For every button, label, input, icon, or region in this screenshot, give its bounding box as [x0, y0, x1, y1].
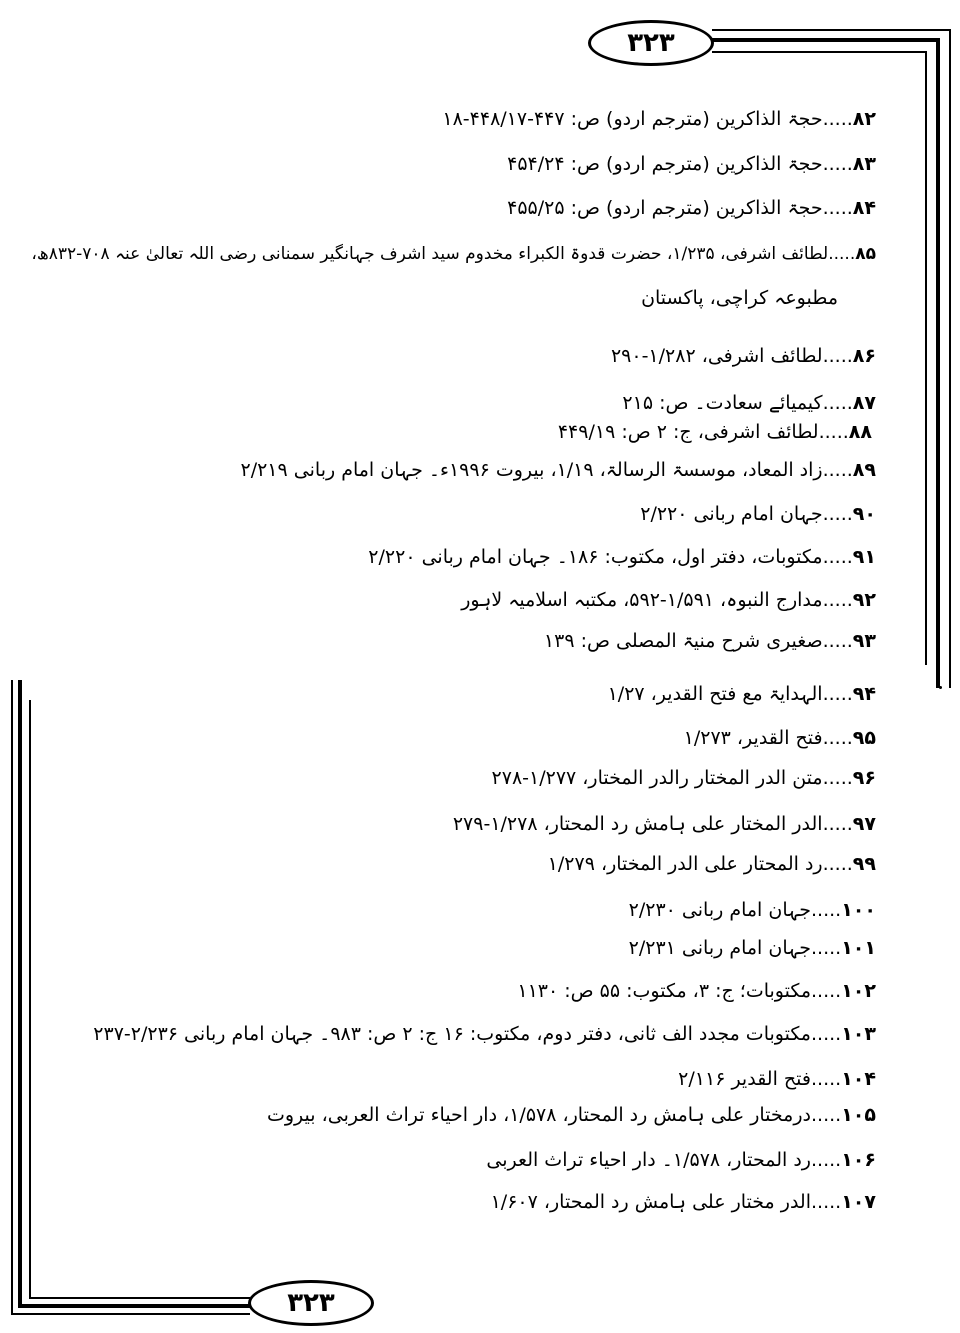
reference-number: ۱۰۳	[841, 1023, 876, 1045]
reference-item	[629, 896, 876, 924]
reference-text: لطائف اشرفی، ج: ۲ ص: ۴۴۹/۱۹	[557, 421, 819, 443]
reference-leader-dots: .....	[822, 630, 853, 652]
reference-item	[611, 342, 876, 370]
reference-number: ۸۲	[852, 108, 876, 130]
reference-text: مکتوبات، دفتر اول، مکتوب: ۱۸۶۔ جہان امام ربانی ۲/۲۲۰	[368, 546, 823, 568]
reference-number: ۸۴	[852, 197, 876, 219]
reference-number: ۸۳	[852, 153, 876, 175]
reference-number: ۹۵	[852, 727, 876, 749]
reference-leader-dots: .....	[811, 980, 842, 1002]
reference-leader-dots: .....	[822, 197, 853, 219]
reference-number: ۱۰۴	[841, 1068, 876, 1090]
reference-number: ۱۰۱	[841, 937, 876, 959]
reference-leader-dots: .....	[822, 345, 853, 367]
reference-item	[492, 764, 876, 792]
reference-text: درمختار علی ہامش رد المحتار، ۱/۵۷۸، دار احیاء تراث العربی، بیروت	[267, 1104, 811, 1126]
reference-text: جہان امام ربانی ۲/۲۲۰	[640, 503, 823, 525]
reference-text: حجۃ الذاکرین (مترجم اردو) ص: ۴۵۵/۲۵	[507, 197, 823, 219]
reference-text: کیمیائے سعادت۔ ص: ۲۱۵	[622, 392, 823, 414]
reference-text: حجۃ الذاکرین (مترجم اردو) ص: ۴۴۷-۴۴۸/۱۷-۱۸	[442, 108, 823, 130]
reference-text: مکتوبات مجدد الف ثانی، دفتر دوم، مکتوب: ۱۶ ج: ۲ ص: ۹۸۳۔ جہان امام ربانی ۲/۲۳۶-۲۳۷	[93, 1023, 811, 1045]
reference-leader-dots: .....	[822, 503, 853, 525]
reference-item	[548, 850, 876, 878]
reference-number: ۱۰۷	[841, 1191, 876, 1213]
reference-number: ۸۶	[852, 345, 876, 367]
reference-text: لطائف اشرفی، ۱/۲۸۲-۲۹۰	[610, 345, 823, 367]
reference-text: متن الدر المختار رالدر المختار، ۱/۲۷۷-۲۷۸	[491, 767, 823, 789]
reference-leader-dots: .....	[822, 683, 853, 705]
reference-item	[491, 1188, 876, 1216]
reference-leader-dots: .....	[811, 1023, 842, 1045]
reference-number: ۱۰۶	[841, 1149, 876, 1171]
reference-text: رد المحتار علی الدر المختار، ۱/۲۷۹	[547, 853, 823, 875]
reference-leader-dots: .....	[822, 392, 853, 414]
reference-number: ۱۰۰	[841, 899, 876, 921]
reference-leader-dots: .....	[811, 1191, 842, 1213]
reference-item	[517, 977, 876, 1005]
reference-number: ۹۴	[852, 683, 876, 705]
reference-leader-dots: .....	[822, 767, 853, 789]
reference-number: ۹۳	[852, 630, 876, 652]
reference-item	[684, 724, 876, 752]
reference-leader-dots: .....	[822, 727, 853, 749]
reference-item	[608, 680, 876, 708]
reference-number: ۹۹	[852, 853, 876, 875]
reference-leader-dots: .....	[811, 1068, 842, 1090]
reference-leader-dots: .....	[822, 546, 853, 568]
reference-number: ۹۶	[852, 767, 876, 789]
reference-item	[453, 810, 876, 838]
reference-text: الدر مختار علی ہامش رد المحتار، ۱/۶۰۷	[490, 1191, 811, 1213]
reference-leader-dots: .....	[811, 1104, 842, 1126]
reference-item	[629, 934, 876, 962]
reference-item	[368, 543, 876, 571]
reference-number: ۹۰	[852, 503, 876, 525]
reference-leader-dots: .....	[822, 813, 853, 835]
reference-leader-dots: .....	[818, 421, 849, 443]
reference-text: جہان امام ربانی ۲/۲۳۰	[628, 899, 811, 921]
reference-text: فتح القدیر، ۱/۲۷۳	[683, 727, 823, 749]
reference-item	[267, 1101, 876, 1129]
reference-item	[442, 105, 876, 133]
reference-number: ۱۰۵	[841, 1104, 876, 1126]
reference-number: ۱۰۲	[841, 980, 876, 1002]
reference-leader-dots: .....	[822, 853, 853, 875]
page-number-bottom-text: ۳۲۳	[287, 1288, 335, 1318]
reference-item	[461, 586, 876, 614]
reference-item	[558, 418, 872, 446]
reference-item	[622, 389, 876, 417]
reference-leader-dots: .....	[822, 108, 853, 130]
reference-leader-dots: .....	[811, 937, 842, 959]
reference-item	[93, 1020, 876, 1048]
page-number-top-text: ۳۲۳	[627, 28, 675, 58]
reference-text: فتح القدیر ۲/۱۱۶	[678, 1068, 811, 1090]
reference-leader-dots: .....	[822, 589, 853, 611]
reference-leader-dots: .....	[828, 244, 856, 264]
reference-text: لطائف اشرفی، ۱/۲۳۵، حضرت قدوۃ الکبراء مخدوم سید اشرف جہانگیر سمنانی رضی اللہ تعالیٰ عنہ ۷۰۸-۸۳۲ھ،	[31, 244, 829, 264]
reference-text: صغیری شرح منیۃ المصلی ص: ۱۳۹	[543, 630, 823, 652]
reference-text: رد المحتار، ۱/۵۷۸۔ دار احیاء تراث العربی	[486, 1149, 811, 1171]
reference-item	[486, 1146, 876, 1174]
reference-number: ۹۷	[852, 813, 876, 835]
reference-number: ۸۸	[848, 421, 872, 443]
reference-text: الہدایۃ مع فتح القدیر، ۱/۲۷	[607, 683, 823, 705]
reference-item	[241, 456, 877, 484]
reference-item	[544, 627, 876, 655]
reference-item	[31, 240, 876, 268]
reference-text: الدر المختار علی ہامش رد المحتار، ۱/۲۷۸-۲۷۹	[452, 813, 823, 835]
reference-text: حجۃ الذاکرین (مترجم اردو) ص: ۴۵۴/۲۴	[507, 153, 823, 175]
reference-text: مکتوبات؛ ج: ۳، مکتوب: ۵۵ ص: ۱۱۳۰	[517, 980, 811, 1002]
reference-number: ۸۹	[852, 459, 876, 481]
reference-item	[678, 1065, 876, 1093]
reference-item	[640, 500, 876, 528]
reference-number: ۹۱	[852, 546, 876, 568]
reference-number: ۹۲	[852, 589, 876, 611]
reference-leader-dots: .....	[822, 153, 853, 175]
reference-text: مدارج النبوہ، ۱/۵۹۱-۵۹۲، مکتبہ اسلامیہ لاہور	[461, 589, 823, 611]
reference-text: جہان امام ربانی ۲/۲۳۱	[628, 937, 811, 959]
reference-leader-dots: .....	[811, 899, 842, 921]
reference-text: زاد المعاد، موسسۃ الرسالۃ، ۱/۱۹، بیروت ۱۹۹۶ء۔ جہان امام ربانی ۲/۲۱۹	[240, 459, 823, 481]
reference-leader-dots: .....	[811, 1149, 842, 1171]
reference-leader-dots: .....	[822, 459, 853, 481]
reference-item	[507, 194, 876, 222]
reference-number: ۸۵	[855, 244, 876, 264]
reference-continuation: مطبوعہ کراچی، پاکستان	[641, 287, 838, 309]
reference-item	[507, 150, 876, 178]
reference-number: ۸۷	[852, 392, 876, 414]
